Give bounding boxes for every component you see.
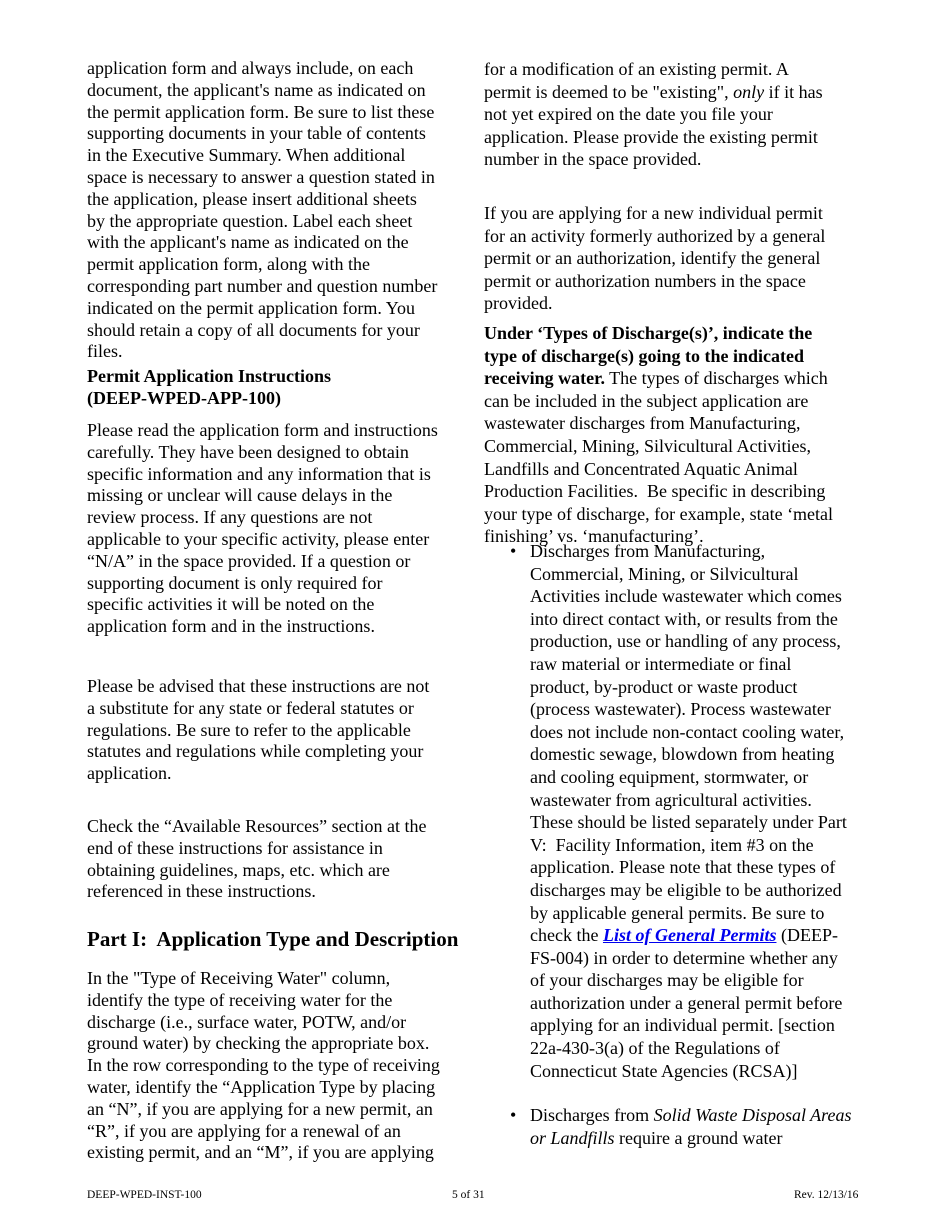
- emphasis-only: only: [733, 81, 765, 102]
- paragraph-receiving-water: In the "Type of Receiving Water" column, identify the type of receiving water for the discharge (i.e., surface water, POTW, and/or ground water) by checking the appropriate box. In the row corresponding to the type of receiving water, identify the “Application Type by placing an “N”, if you are applying for a new permit, an “R”, if you are applying for a renewal of an existing permit, and an “M”, if you are applying: [87, 968, 440, 1163]
- text: require a ground water: [614, 1127, 783, 1148]
- footer-page-number: 5 of 31: [452, 1189, 485, 1201]
- text: for a modification of an existing permit. A permit is deemed to be "existing",: [484, 59, 789, 102]
- text: (DEEP- FS-004) in order to determine whether any of your discharges may be eligible for authorization under a general permit before applying for an individual permit. [section 22a-430-3(a) of the Regulations of Connecticut State Agencies (RCSA)]: [530, 925, 843, 1081]
- text: if it has not yet expired on the date you file your application. Please provide the existing permit number in the space provided.: [484, 81, 823, 170]
- text: The types of discharges which can be included in the subject application are wastewater discharges from Manufacturing, Commercial, Mining, Silvicultural Activities, Landfills and Concentrated Aquatic Animal Production Facilities. Be specific in describing your type of discharge, for example, state ‘metal finishing’ vs. ‘manufacturing’.: [484, 368, 834, 547]
- paragraph-modification: [484, 58, 823, 171]
- bold-lead: Under ‘Types of Discharge(s)’, indicate the type of discharge(s) going to the indicated receiving water.: [484, 323, 813, 389]
- emphasis-landfills: Solid Waste Disposal Areas or Landfills: [530, 1105, 852, 1148]
- paragraph-new-individual-permit: If you are applying for a new individual permit for an activity formerly authorized by a general permit or an authorization, identify the general permit or authorization numbers in the space provided.: [484, 203, 826, 314]
- text: Discharges from Manufacturing, Commercial, Mining, or Silvicultural Activities include wastewater which comes into direct contact with, or results from the production, use or handling of any process, raw material or intermediate or final product, by-product or waste product (process wastewater). Process wastewater does not include non-contact cooling water, domestic sewage, blowdown from heating and cooling equipment, stormwater, or wastewater from agricultural activities. These should be listed separately under Part V: Facility Information, item #3 on the application. Please note that these types of discharges may be eligible to be authorized by applicable general permits. Be sure to check the: [530, 541, 847, 946]
- footer-doc-id: DEEP-WPED-INST-100: [87, 1189, 202, 1201]
- text: Discharges from: [530, 1105, 654, 1125]
- heading-permit-application-instructions: Permit Application Instructions (DEEP-WPED-APP-100): [87, 366, 332, 408]
- footer-revision: Rev. 12/13/16: [794, 1189, 859, 1201]
- bullet-item-landfills: [484, 1104, 852, 1149]
- paragraph-available-resources: Check the “Available Resources” section at the end of these instructions for assistance in obtaining guidelines, maps, etc. which are referenced in these instructions.: [87, 816, 427, 902]
- bullet-icon: •: [510, 1105, 517, 1125]
- bullet-icon: •: [510, 541, 517, 561]
- paragraph-types-of-discharge: [484, 322, 833, 548]
- link-list-of-general-permits[interactable]: List of General Permits: [602, 925, 777, 946]
- paragraph-advised: Please be advised that these instructions are not a substitute for any state or federal statutes or regulations. Be sure to refer to the applicable statutes and regulations while completing your application.: [87, 676, 430, 784]
- paragraph-read-instructions: Please read the application form and instructions carefully. They have been designed to obtain specific information and any information that is missing or unclear will cause delays in the review process. If any questions are not applicable to your specific activity, please enter “N/A” in the space provided. If a question or supporting document is only required for specific activities it will be noted on the application form and in the instructions.: [87, 420, 438, 637]
- bullet-item-manufacturing: [484, 540, 847, 1082]
- paragraph-supporting-documents: application form and always include, on each document, the applicant's name as indicated on the permit application form. Be sure to list these supporting documents in your table of contents in the Executive Summary. When additional space is necessary to answer a question stated in the application, please insert additional sheets by the appropriate question. Label each sheet with the applicant's name as indicated on the permit application form, along with the corresponding part number and question number indicated on the permit application form. You should retain a copy of all documents for your files.: [87, 58, 438, 362]
- heading-part-1: Part I: Application Type and Description: [87, 927, 459, 951]
